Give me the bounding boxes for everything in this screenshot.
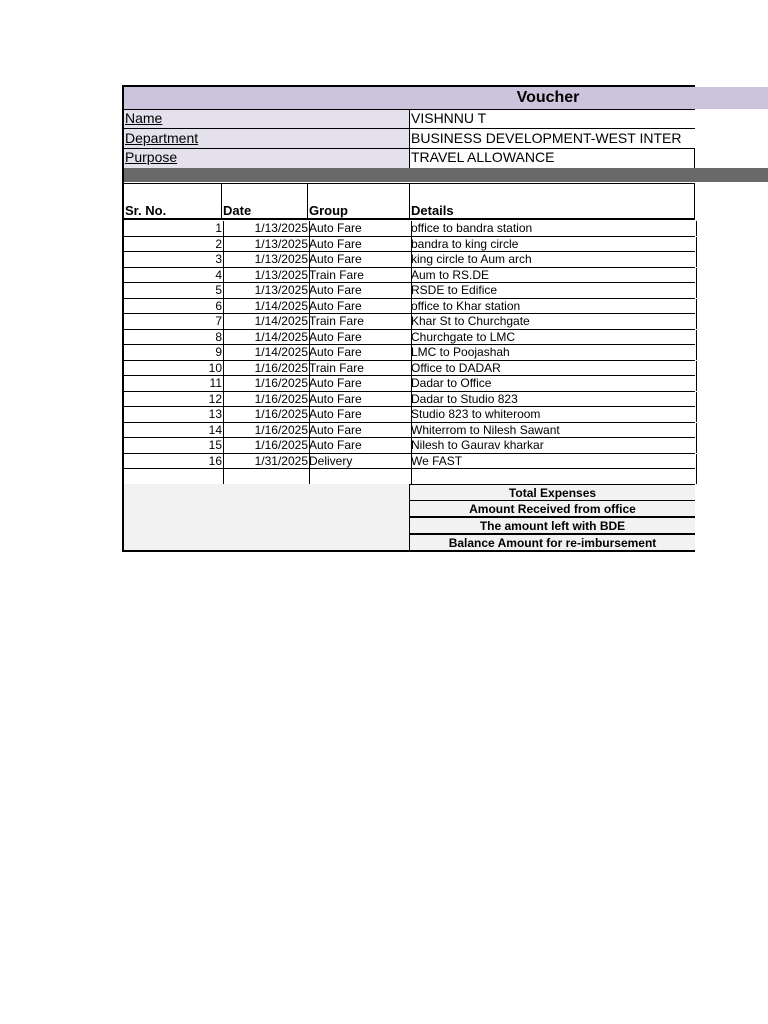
row-details <box>410 469 697 484</box>
header-sr-no: Sr. No. <box>124 184 222 220</box>
row-sr-no: 14 <box>124 423 224 438</box>
row-sr-no: 3 <box>124 252 224 267</box>
row-details: We FAST <box>410 454 697 469</box>
row-sr-no: 15 <box>124 438 224 453</box>
table-row <box>124 252 695 268</box>
amount-left-label: The amount left with BDE <box>409 517 695 534</box>
row-group: Auto Fare <box>308 299 412 314</box>
row-sr-no: 2 <box>124 237 224 252</box>
row-sr-no: 16 <box>124 454 224 469</box>
row-group: Auto Fare <box>308 345 412 360</box>
voucher-title: Voucher <box>516 89 580 106</box>
row-details: bandra to king circle <box>410 237 697 252</box>
table-row <box>124 237 695 253</box>
section-separator-band <box>124 168 768 182</box>
row-group: Delivery <box>308 454 412 469</box>
row-details: office to Khar station <box>410 299 697 314</box>
row-group: Auto Fare <box>308 376 412 391</box>
row-details: Office to DADAR <box>410 361 697 376</box>
row-details: king circle to Aum arch <box>410 252 697 267</box>
purpose-label: Purpose <box>125 149 178 165</box>
table-row <box>124 376 695 392</box>
table-row <box>124 268 695 284</box>
row-sr-no <box>124 469 224 484</box>
row-group: Auto Fare <box>308 438 412 453</box>
purpose-value: TRAVEL ALLOWANCE <box>411 149 555 165</box>
row-date: 1/13/2025 <box>222 237 310 252</box>
row-date: 1/16/2025 <box>222 423 310 438</box>
row-sr-no: 10 <box>124 361 224 376</box>
row-date: 1/14/2025 <box>222 299 310 314</box>
header-details: Details <box>411 203 454 218</box>
table-row <box>124 299 695 315</box>
row-details: Whiterrom to Nilesh Sawant <box>410 423 697 438</box>
total-expenses-label: Total Expenses <box>409 484 695 501</box>
table-row <box>124 392 695 408</box>
department-value: BUSINESS DEVELOPMENT-WEST INTER <box>411 130 682 146</box>
row-group: Auto Fare <box>308 423 412 438</box>
row-sr-no: 5 <box>124 283 224 298</box>
row-group: Auto Fare <box>308 330 412 345</box>
table-row <box>124 423 695 439</box>
row-details: RSDE to Edifice <box>410 283 697 298</box>
table-row <box>124 314 695 330</box>
header-group: Group <box>308 184 410 220</box>
row-date: 1/16/2025 <box>222 392 310 407</box>
row-date: 1/13/2025 <box>222 252 310 267</box>
row-date: 1/16/2025 <box>222 361 310 376</box>
table-header <box>124 183 695 220</box>
row-sr-no: 4 <box>124 268 224 283</box>
row-details: Dadar to Studio 823 <box>410 392 697 407</box>
row-date: 1/14/2025 <box>222 314 310 329</box>
table-row <box>124 361 695 377</box>
row-date: 1/16/2025 <box>222 376 310 391</box>
row-group: Train Fare <box>308 314 412 329</box>
table-row <box>124 454 695 470</box>
table-row <box>124 345 695 361</box>
row-sr-no: 11 <box>124 376 224 391</box>
row-date: 1/14/2025 <box>222 345 310 360</box>
row-sr-no: 7 <box>124 314 224 329</box>
row-details: Dadar to Office <box>410 376 697 391</box>
row-details: Churchgate to LMC <box>410 330 697 345</box>
table-row <box>124 221 695 237</box>
header-date: Date <box>222 184 308 220</box>
row-details: LMC to Poojashah <box>410 345 697 360</box>
row-details: Aum to RS.DE <box>410 268 697 283</box>
row-sr-no: 1 <box>124 221 224 236</box>
row-group: Train Fare <box>308 361 412 376</box>
amount-received-label: Amount Received from office <box>409 500 695 517</box>
table-row <box>124 469 695 485</box>
row-details: Khar St to Churchgate <box>410 314 697 329</box>
row-details: Nilesh to Gaurav kharkar <box>410 438 697 453</box>
row-sr-no: 8 <box>124 330 224 345</box>
row-group: Auto Fare <box>308 407 412 422</box>
row-group: Auto Fare <box>308 252 412 267</box>
row-date: 1/16/2025 <box>222 438 310 453</box>
table-row <box>124 330 695 346</box>
row-date: 1/31/2025 <box>222 454 310 469</box>
row-group: Auto Fare <box>308 392 412 407</box>
row-group <box>308 469 412 484</box>
row-group: Train Fare <box>308 268 412 283</box>
row-date <box>222 469 310 484</box>
table-row <box>124 407 695 423</box>
row-group: Auto Fare <box>308 237 412 252</box>
name-label: Name <box>125 110 163 126</box>
row-sr-no: 6 <box>124 299 224 314</box>
row-group: Auto Fare <box>308 221 412 236</box>
row-date: 1/14/2025 <box>222 330 310 345</box>
row-group: Auto Fare <box>308 283 412 298</box>
row-sr-no: 13 <box>124 407 224 422</box>
department-label: Department <box>125 130 199 146</box>
row-sr-no: 12 <box>124 392 224 407</box>
row-sr-no: 9 <box>124 345 224 360</box>
row-date: 1/13/2025 <box>222 283 310 298</box>
row-details: Studio 823 to whiteroom <box>410 407 697 422</box>
name-value: VISHNNU T <box>411 110 487 126</box>
balance-reimbursement-label: Balance Amount for re-imbursement <box>409 534 695 551</box>
table-row <box>124 438 695 454</box>
row-date: 1/13/2025 <box>222 268 310 283</box>
table-row <box>124 283 695 299</box>
row-details: office to bandra station <box>410 221 697 236</box>
row-date: 1/16/2025 <box>222 407 310 422</box>
row-date: 1/13/2025 <box>222 221 310 236</box>
